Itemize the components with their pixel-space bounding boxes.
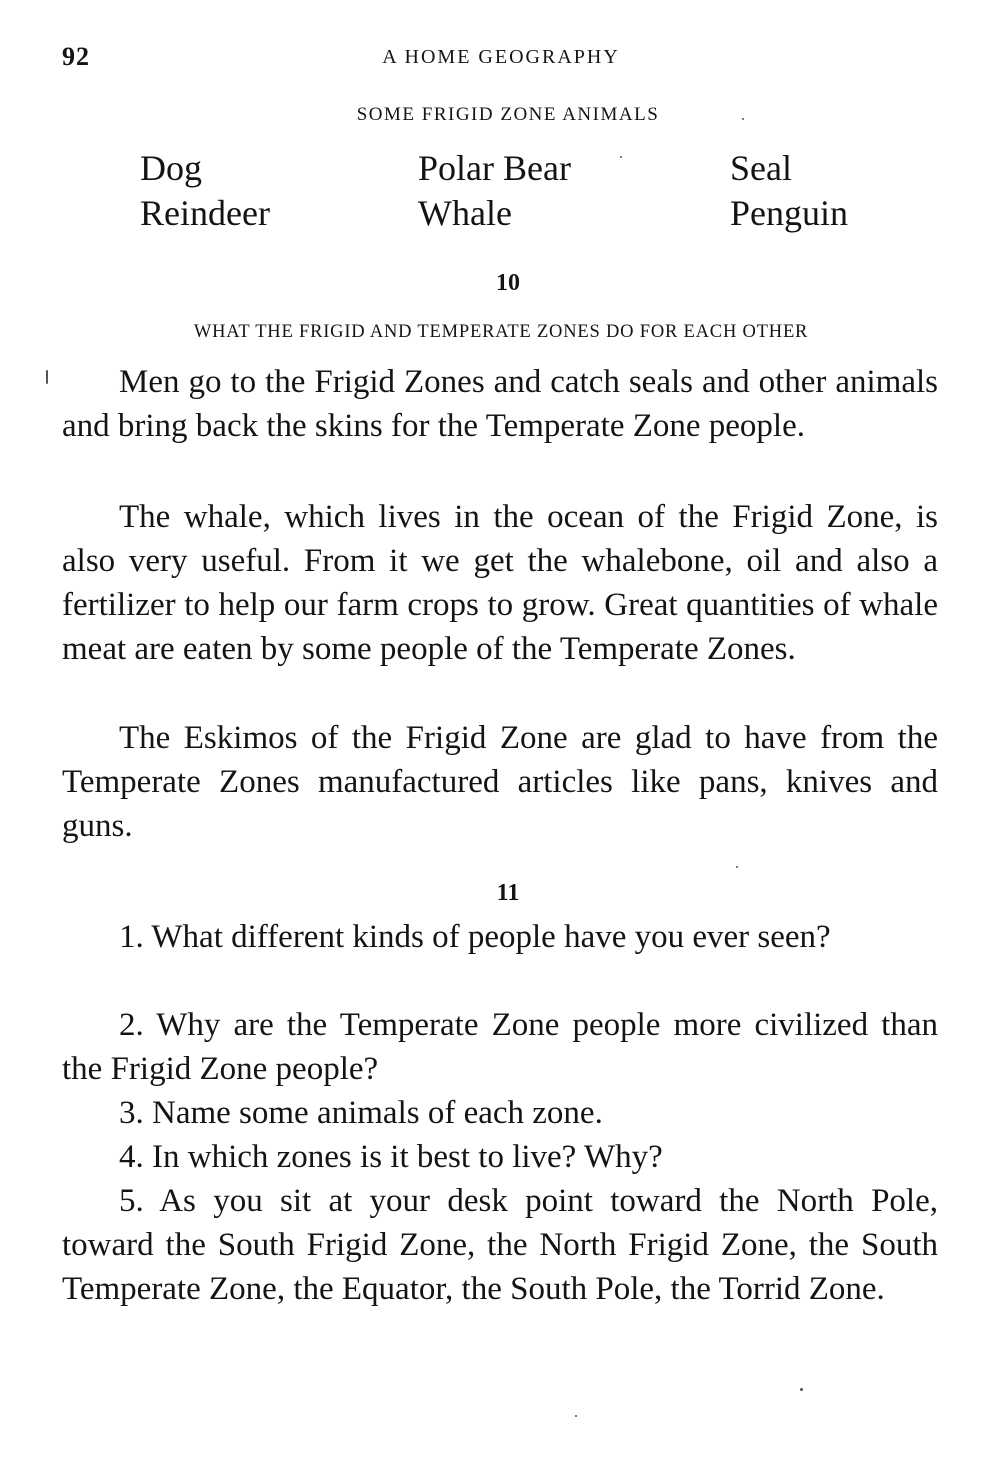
running-title: A HOME GEOGRAPHY [382,46,620,68]
animal-name: Whale [418,193,512,233]
animal-name: Polar Bear [418,148,571,188]
paragraph: Men go to the Frigid Zones and catch seals and other animals and bring back the skins for the Temperate Zone people. [62,364,938,444]
paragraph: The whale, which lives in the ocean of the Frigid Zone, is also very useful. From it we get the whalebone, oil and also a fertilizer to help our farm crops to grow. Great quantities of whale meat are eaten by some people of the Temperate Zones. [62,499,938,667]
section-heading: WHAT THE FRIGID AND TEMPERATE ZONES DO FOR EACH OTHER [193,322,809,342]
animal-name: Dog [140,148,202,188]
print-speck [742,118,744,120]
print-speck [620,156,622,158]
question: 2. Why are the Temperate Zone people more civilized than the Frigid Zone people? [62,1007,938,1087]
section-number: 11 [496,880,520,906]
question: 1. What different kinds of people have you ever seen? [119,919,831,955]
animals-row [140,146,900,191]
print-speck [575,1415,577,1417]
animal-name: Reindeer [140,193,270,233]
animals-table [140,146,900,236]
question: 3. Name some animals of each zone. [119,1095,603,1131]
page-number: 92 [62,42,90,71]
page-header [62,42,940,76]
animal-name: Seal [730,148,792,188]
print-speck [736,866,738,868]
paragraph: The Eskimos of the Frigid Zone are glad to have from the Temperate Zones manufactured articles like pans, knives and guns. [62,720,938,844]
animal-name: Penguin [730,193,849,233]
print-speck [800,1388,803,1391]
print-speck [46,370,48,384]
question: 5. As you sit at your desk point toward the North Pole, toward the South Frigid Zone, the North Frigid Zone, the South Temperate Zone, the Equator, the South Pole, the Torrid Zone. [62,1183,938,1307]
section-number: 10 [496,270,520,296]
animals-heading: SOME FRIGID ZONE ANIMALS [356,104,660,125]
animals-row [140,191,900,236]
question: 4. In which zones is it best to live? Why? [119,1139,663,1175]
